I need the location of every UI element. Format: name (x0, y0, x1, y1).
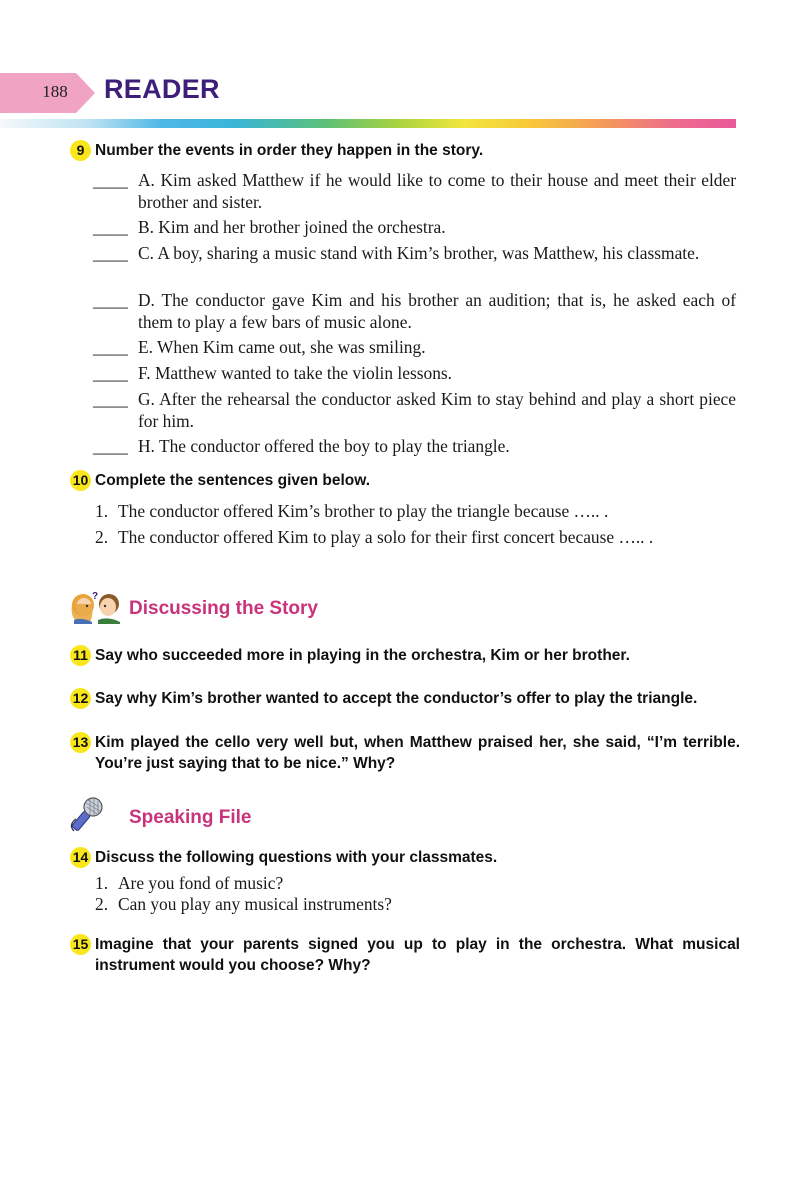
sentence-number: 1. (95, 501, 109, 521)
event-text: G. After the rehearsal the conductor asked Kim to stay behind and play a short piece for him. (138, 389, 736, 431)
task-number-badge: 9 (70, 140, 91, 161)
sentence-number: 2. (95, 527, 109, 547)
svg-text:?: ? (92, 591, 99, 602)
question-number: 1. (95, 873, 109, 893)
question-item (95, 873, 736, 895)
task-12 (70, 688, 740, 709)
rainbow-divider (0, 119, 736, 128)
event-item (93, 217, 736, 239)
page-number: 188 (42, 82, 68, 101)
sentence-text: The conductor offered Kim to play a solo for their first concert because ….. . (118, 527, 654, 547)
question-text: Are you fond of music? (118, 873, 284, 893)
task-number-badge: 15 (70, 934, 91, 955)
microphone-icon (66, 795, 106, 837)
task-13 (70, 732, 740, 774)
answer-blank: ____ (93, 217, 128, 237)
task-instruction: Kim played the cello very well but, when Matthew praised her, she said, “I’m terrible. You’re just saying that to be nice.” Why? (95, 734, 740, 772)
question-item (95, 894, 736, 916)
task-10-header (70, 470, 740, 491)
event-text: B. Kim and her brother joined the orchestra. (138, 217, 446, 237)
event-text: A. Kim asked Matthew if he would like to come to their house and meet their elder brother and sister. (138, 170, 736, 212)
task-number-badge: 10 (70, 470, 91, 491)
task-instruction: Say why Kim’s brother wanted to accept the conductor’s offer to play the triangle. (95, 690, 698, 707)
task-instruction: Discuss the following questions with your classmates. (95, 849, 498, 866)
event-item (93, 337, 736, 359)
sentence-item (95, 501, 736, 523)
speaking-heading: Speaking File (129, 807, 252, 828)
task-number-badge: 12 (70, 688, 91, 709)
event-item (93, 363, 736, 385)
event-item (93, 243, 736, 265)
task-15 (70, 934, 740, 976)
question-text: Can you play any musical instruments? (118, 894, 392, 914)
task-14-header (70, 847, 740, 868)
answer-blank: ____ (93, 363, 128, 383)
event-text: H. The conductor offered the boy to play the triangle. (138, 436, 510, 456)
event-text: E. When Kim came out, she was smiling. (138, 337, 426, 357)
sentence-item (95, 527, 736, 549)
task-number-badge: 11 (70, 645, 91, 666)
answer-blank: ____ (93, 243, 128, 263)
event-item (93, 170, 736, 213)
task-number-badge: 14 (70, 847, 91, 868)
task-number-badge: 13 (70, 732, 91, 753)
answer-blank: ____ (93, 389, 128, 409)
task-instruction: Complete the sentences given below. (95, 472, 371, 489)
task-instruction: Number the events in order they happen in the story. (95, 142, 484, 159)
task-9-header (70, 140, 740, 161)
kids-discussing-icon (68, 590, 124, 624)
answer-blank: ____ (93, 337, 128, 357)
event-text: D. The conductor gave Kim and his brother an audition; that is, he asked each of them to play a few bars of music alone. (138, 290, 736, 332)
event-item (93, 389, 736, 432)
task-11 (70, 645, 740, 666)
event-text: F. Matthew wanted to take the violin lessons. (138, 363, 453, 383)
answer-blank: ____ (93, 290, 128, 310)
answer-blank: ____ (93, 170, 128, 190)
section-title: READER (104, 74, 220, 104)
event-item (93, 290, 736, 333)
event-text: C. A boy, sharing a music stand with Kim’s brother, was Matthew, his classmate. (138, 243, 700, 263)
discussing-heading: Discussing the Story (129, 598, 318, 619)
task-instruction: Say who succeeded more in playing in the orchestra, Kim or her brother. (95, 647, 630, 664)
event-item (93, 436, 736, 458)
question-number: 2. (95, 894, 109, 914)
answer-blank: ____ (93, 436, 128, 456)
sentence-text: The conductor offered Kim’s brother to play the triangle because ….. . (118, 501, 609, 521)
task-instruction: Imagine that your parents signed you up to play in the orchestra. What musical instrument would you choose? Why? (95, 936, 740, 974)
